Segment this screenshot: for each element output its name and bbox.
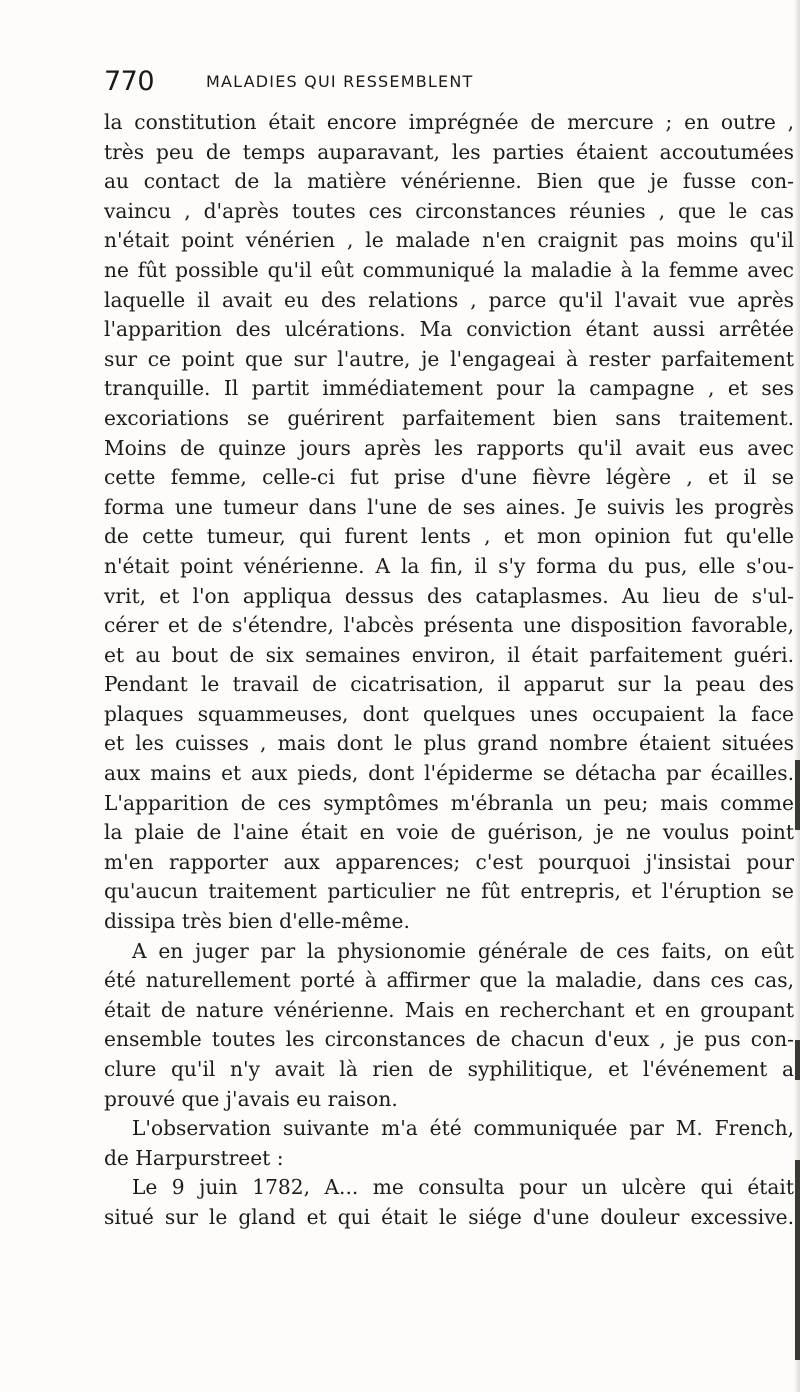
text-line: de cette tumeur, qui furent lents , et mon opinion fut qu'elle [104, 524, 794, 549]
page-number: 770 [104, 66, 155, 97]
page-edge-mark [795, 760, 800, 830]
text-line: la plaie de l'aine était en voie de guérison, je ne voulus point [104, 820, 794, 845]
text-line: prouvé que j'avais eu raison. [104, 1086, 398, 1111]
text-line: n'était point vénérien , le malade n'en craignit pas moins qu'il [104, 228, 794, 253]
text-line: A en juger par la physionomie générale de ces faits, on eût [132, 938, 794, 963]
page-edge-mark [795, 1040, 800, 1080]
page-edge-mark [795, 1160, 800, 1360]
text-line: qu'aucun traitement particulier ne fût entrepris, et l'éruption se [104, 879, 794, 904]
text-line: situé sur le gland et qui était le siége d'une douleur excessive. [104, 1204, 794, 1229]
text-line: ne fût possible qu'il eût communiqué la maladie à la femme avec [104, 257, 794, 282]
text-line: l'apparition des ulcérations. Ma conviction étant aussi arrêtée [104, 317, 794, 342]
text-line: tranquille. Il partit immédiatement pour la campagne , et ses [104, 376, 794, 401]
text-line: plaques squammeuses, dont quelques unes occupaient la face [104, 701, 794, 726]
text-line: Moins de quinze jours après les rapports qu'il avait eus avec [104, 435, 794, 460]
text-line: L'apparition de ces symptômes m'ébranla un peu; mais comme [104, 790, 794, 815]
text-line: dissipa très bien d'elle-même. [104, 909, 410, 934]
text-line: et les cuisses , mais dont le plus grand nombre étaient situées [104, 731, 794, 756]
text-line: clure qu'il n'y avait là rien de syphilitique, et l'événement a [104, 1057, 794, 1081]
page-header [104, 66, 784, 102]
running-head: MALADIES QUI RESSEMBLENT [206, 72, 474, 91]
text-line: n'était point vénérienne. A la fin, il s'y forma du pus, elle s'ou- [104, 553, 794, 578]
text-line: cette femme, celle-ci fut prise d'une fièvre légère , et il se [104, 465, 794, 490]
text-line: aux mains et aux pieds, dont l'épiderme se détacha par écailles. [104, 761, 794, 786]
text-line: L'observation suivante m'a été communiquée par M. French, [132, 1116, 794, 1141]
text-line: Pendant le travail de cicatrisation, il apparut sur la peau des [104, 672, 794, 697]
text-line: m'en rapporter aux apparences; c'est pourquoi j'insistai pour [104, 849, 794, 874]
text-line: forma une tumeur dans l'une de ses aines. Je suivis les progrès [104, 494, 794, 519]
text-line: sur ce point que sur l'autre, je l'engageai à rester parfaitement [104, 346, 794, 371]
text-line: cérer et de s'étendre, l'abcès présenta une disposition favorable, [104, 613, 794, 638]
text-line: Le 9 juin 1782, A... me consulta pour un ulcère qui était [132, 1175, 794, 1200]
text-line: au contact de la matière vénérienne. Bien que je fusse con- [104, 169, 794, 194]
text-line: très peu de temps auparavant, les parties étaient accoutumées [104, 139, 794, 164]
text-line: vaincu , d'après toutes ces circonstances réunies , que le cas [104, 198, 794, 223]
text-line: laquelle il avait eu des relations , parce qu'il l'avait vue après [104, 287, 794, 312]
text-line: vrit, et l'on appliqua dessus des cataplasmes. Au lieu de s'ul- [104, 583, 794, 608]
text-line: excoriations se guérirent parfaitement bien sans traitement. [104, 405, 794, 430]
text-line: ensemble toutes les circonstances de chacun d'eux , je pus con- [104, 1027, 794, 1052]
text-line: et au bout de six semaines environ, il était parfaitement guéri. [104, 642, 794, 667]
text-line: était de nature vénérienne. Mais en recherchant et en groupant [104, 997, 794, 1022]
text-line: de Harpurstreet : [104, 1145, 284, 1170]
text-line: été naturellement porté à affirmer que la maladie, dans ces cas, [104, 968, 794, 993]
text-line: la constitution était encore imprégnée de mercure ; en outre , [104, 110, 794, 134]
body-text [104, 108, 794, 1233]
